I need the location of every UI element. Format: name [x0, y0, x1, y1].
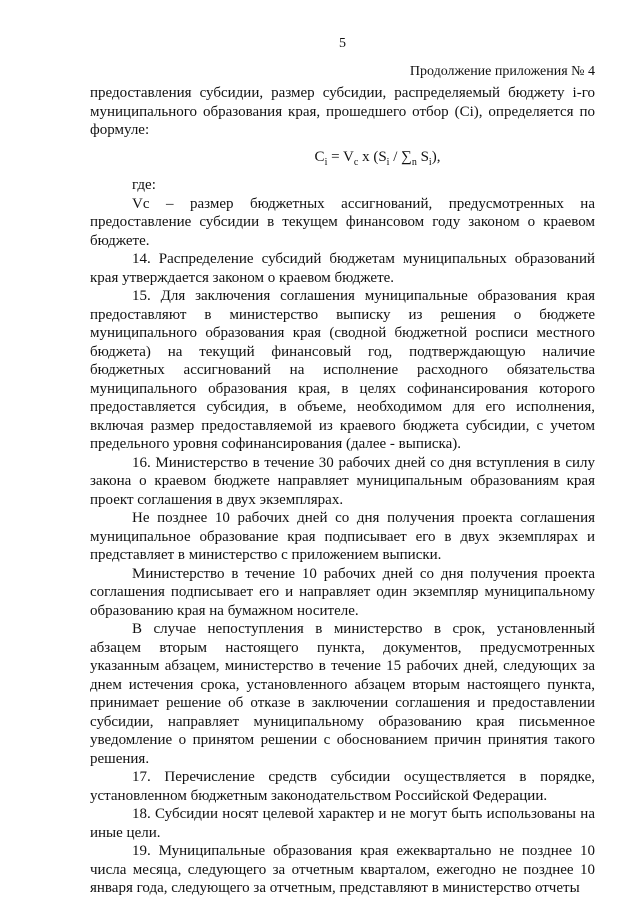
- paragraph-17: 17. Перечисление средств субсидии осуществляется в порядке, установленном бюджетным законодательством Российской Федерации.: [90, 769, 595, 804]
- appendix-note: Продолжение приложения № 4: [409, 64, 595, 79]
- subsidy-formula: [90, 148, 595, 167]
- formula-part: / ∑: [389, 148, 412, 165]
- where-label: где:: [132, 177, 156, 193]
- page-number: 5: [339, 36, 346, 51]
- paragraph-18: 18. Субсидии носят целевой характер и не могут быть использованы на иные цели.: [90, 806, 595, 841]
- paragraph-16: 16. Министерство в течение 30 рабочих дней со дня вступления в силу закона о краевом бюджете направляет муниципальным образованиям края проект соглашения в двух экземплярах.: [90, 454, 595, 508]
- paragraph-16-2: Не позднее 10 рабочих дней со дня получения проекта соглашения муниципальное образование края подписывает его в двух экземплярах и представляет в министерство с приложением выписки.: [90, 510, 595, 563]
- paragraph-intro: предоставления субсидии, размер субсидии, распределяемый бюджету i-го муниципального образования края, прошедшего отбор (Ci), определяется по формуле:: [90, 85, 595, 138]
- paragraph-14: 14. Распределение субсидий бюджетам муниципальных образований края утверждается законом о краевом бюджете.: [90, 251, 595, 286]
- paragraph-16-4: В случае непоступления в министерство в срок, установленный абзацем вторым настоящего пункта, документов, предусмотренных указанным абзацем, министерство в течение 15 рабочих дней, следующих за днем истечения срока, установленного абзацем вторым настоящего пункта, принимает решение об отказе в заключении соглашения и предоставлении субсидии, направляет муниципальному образованию края письменное уведомление о принятом решении с обоснованием причин принятия такого решения.: [90, 621, 595, 767]
- formula-part: S: [416, 148, 429, 165]
- formula-sub: n: [411, 156, 417, 168]
- paragraph-16-3: Министерство в течение 10 рабочих дней со дня получения проекта соглашения подписывает его и направляет один экземпляр муниципальному образованию края на бумажном носителе.: [90, 565, 595, 619]
- formula-part: C: [314, 148, 325, 165]
- formula-part: = V: [327, 148, 354, 165]
- formula-sub: c: [353, 156, 359, 168]
- paragraph-19: 19. Муниципальные образования края ежеквартально не позднее 10 числа месяца, следующего за отчетным кварталом, ежегодно не позднее 10 января года, следующего за отчетным, представляют в министерство отчеты: [90, 843, 595, 896]
- formula-sub: i: [386, 156, 390, 168]
- formula-part: x (S: [358, 148, 387, 165]
- paragraph-vc: Vc – размер бюджетных ассигнований, предусмотренных на предоставление субсидии в текущем финансовом году законом о краевом бюджете.: [90, 195, 595, 249]
- document-body: [90, 84, 595, 898]
- formula-part: ),: [431, 148, 441, 165]
- paragraph-15: 15. Для заключения соглашения муниципальные образования края предоставляют в министерство выписку из решения о бюджете муниципального образования края (сводной бюджетной росписи местного бюджета) на текущий финансовый год, подтверждающую наличие бюджетных ассигнований на исполнение расходного обязательства муниципального образования края, в целях софинансирования которого предоставляется субсидия, в объеме, необходимом для его исполнения, включая размер предоставляемой из краевого бюджета субсидии, с учетом предельного уровня софинансирования (далее - выписка).: [90, 288, 595, 452]
- formula-sub: i: [324, 156, 328, 168]
- formula-sub: i: [428, 156, 432, 168]
